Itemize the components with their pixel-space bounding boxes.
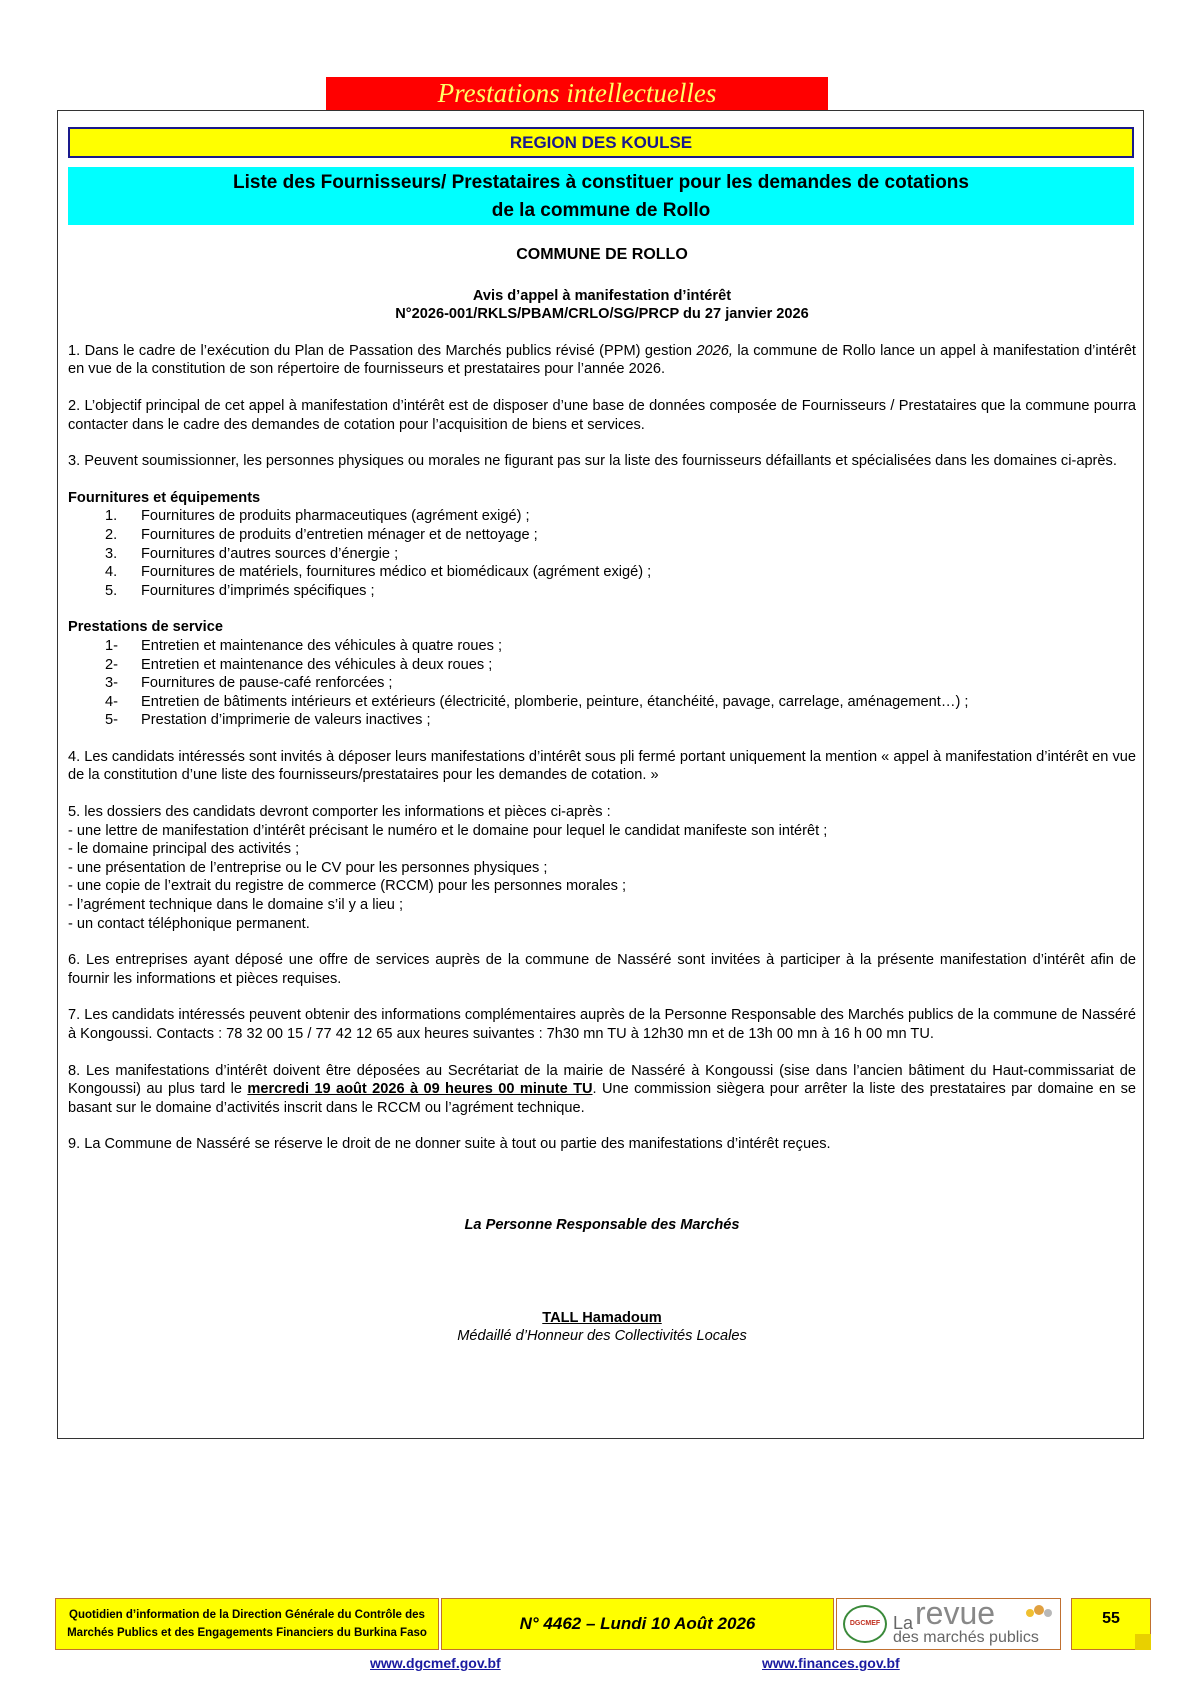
list-item: - une présentation de l’entreprise ou le CV pour les personnes physiques ; [68,859,548,876]
fournitures-list [68,507,1136,600]
notice-body [68,246,1136,1346]
item-text: Fournitures d’imprimés spécifiques ; [141,582,375,599]
footer-issue: N° 4462 – Lundi 10 Août 2026 [441,1598,834,1650]
footer-publisher-line-2: Marchés Publics et des Engagements Financiers du Burkina Faso [67,1627,427,1639]
dgcmef-link[interactable]: www.dgcmef.gov.bf [370,1655,501,1671]
logo-la: La [893,1613,914,1633]
logo-subtitle: des marchés publics [893,1629,1039,1646]
paragraph-7: 7. Les candidats intéressés peuvent obtenir des informations complémentaires auprès de la Personne Responsable des Marchés publics de la commune de Nasséré à Kongoussi. Contacts : 78 32 00 15 / 77 42 12 65 aux heures suivantes : 7h30 mn TU à 12h30 mn et de 13h 00 mn à 16 h 00 mn TU. [68,1007,1136,1042]
item-number: 5. [105,582,118,599]
item-text: Entretien et maintenance des véhicules à quatre roues ; [141,637,503,654]
item-text: Entretien de bâtiments intérieurs et extérieurs (électricité, plomberie, peinture, étanchéité, pavage, carrelage, aménagement…) ; [141,693,969,710]
region-header: REGION DES KOULSE [68,127,1134,158]
signatory-title: La Personne Responsable des Marchés [464,1216,740,1233]
list-item [68,674,1136,693]
paragraph-9: 9. La Commune de Nasséré se réserve le droit de ne donner suite à tout ou partie des manifestations d’intérêt reçues. [68,1136,831,1153]
signatory-distinction: Médaillé d’Honneur des Collectivités Locales [457,1328,747,1345]
avis-title: Avis d’appel à manifestation d’intérêt [472,287,732,304]
item-number: 4- [105,693,118,710]
paragraph-8 [68,1062,1136,1118]
item-number: 3. [105,545,118,562]
list-item [68,637,1136,656]
logo-dots-icon [1025,1603,1053,1621]
fournitures-title: Fournitures et équipements [68,489,261,506]
section-banner: Prestations intellectuelles [326,77,828,110]
paragraph-1-text: 1. Dans le cadre de l’exécution du Plan de Passation des Marchés publics révisé (PPM) gestion [68,342,697,359]
item-text: Fournitures de matériels, fournitures médico et biomédicaux (agrément exigé) ; [141,564,652,581]
item-text: Fournitures de pause-café renforcées ; [141,675,393,692]
paragraph-6: 6. Les entreprises ayant déposé une offre de services auprès de la commune de Nasséré sont invitées à participer à la présente manifestation d’intérêt afin de fournir les informations et pièces requises. [68,952,1136,987]
item-text: Fournitures d’autres sources d’énergie ; [141,545,399,562]
paragraph-8-text-end: . Une commission siègera pour arrêter la liste des prestataires par domaine en se basant sur le domaine d’activités inscrit dans le RCCM ou l’agrément technique. [68,1081,1137,1116]
list-item: - l’agrément technique dans le domaine s’il y a lieu ; [68,897,404,914]
list-item: - une copie de l’extrait du registre de commerce (RCCM) pour les personnes morales ; [68,878,627,895]
revue-logo [836,1595,1061,1650]
item-number: 1. [105,508,118,525]
list-item [68,526,1136,545]
prestations-list [68,637,1136,730]
list-item: - une lettre de manifestation d’intérêt précisant le numéro et le domaine pour lequel le candidat manifeste son intérêt ; [68,822,828,839]
finances-link[interactable]: www.finances.gov.bf [762,1655,900,1671]
signatory-name: TALL Hamadoum [542,1309,662,1326]
list-item [68,656,1136,675]
footer-publisher-line-1: Quotidien d’information de la Direction Générale du Contrôle des [69,1609,425,1621]
paragraph-3: 3. Peuvent soumissionner, les personnes physiques ou morales ne figurant pas sur la liste des fournisseurs défaillants et spécialisées dans les domaines ci-après. [68,453,1117,470]
headline-line-1: Liste des Fournisseurs/ Prestataires à constituer pour les demandes de cotations [233,172,969,193]
paragraph-1-year: 2026, [696,342,733,359]
list-item [68,545,1136,564]
paragraph-8-text: 8. Les manifestations d’intérêt doivent être déposées au Secrétariat de la mairie de Nasséré à Kongoussi (sise dans l’ancien bâtiment du Haut-commissariat de Kongoussi) au plus tard le [68,1062,1136,1098]
dgcmef-seal-icon: DGCMEF [843,1605,887,1643]
item-number: 5- [105,712,118,729]
item-text: Fournitures de produits d’entretien ménager et de nettoyage ; [141,526,538,543]
footer-publisher [55,1598,439,1650]
deadline-date: mercredi 19 août 2026 à 09 heures 00 minute TU [247,1081,593,1098]
list-item [68,693,1136,712]
item-number: 2. [105,526,118,543]
prestations-title: Prestations de service [68,619,223,636]
list-item [68,507,1136,526]
paragraph-1 [68,342,1136,379]
item-number: 2- [105,656,118,673]
item-number: 4. [105,564,118,581]
avis-heading [68,287,1136,324]
list-item [68,563,1136,582]
item-text: Fournitures de produits pharmaceutiques (agrément exigé) ; [141,508,530,525]
logo-revue: revue [915,1595,996,1631]
paragraph-1-text-end: la commune de Rollo lance un appel à manifestation d’intérêt en vue de la constitution de son répertoire de fournisseurs et prestataires pour l’année 2026. [68,342,1136,378]
list-item [68,711,1136,730]
item-number: 1- [105,637,118,654]
list-item: - un contact téléphonique permanent. [68,915,310,932]
paragraph-5-intro: 5. les dossiers des candidats devront comporter les informations et pièces ci-après : [68,804,611,821]
list-item: - le domaine principal des activités ; [68,841,300,858]
paragraph-5 [68,803,1136,933]
paragraph-2: 2. L’objectif principal de cet appel à manifestation d’intérêt est de disposer d’une base de données composée de Fournisseurs / Prestataires que la commune pourra contacter dans le cadre des demandes de cotation pour l’acquisition de biens et services. [68,397,1136,433]
page-number: 55 [1071,1598,1151,1650]
item-text: Entretien et maintenance des véhicules à deux roues ; [141,656,493,673]
page-fold-icon [1135,1634,1151,1650]
notice-headline [68,167,1134,225]
paragraph-4: 4. Les candidats intéressés sont invités à déposer leurs manifestations d’intérêt sous pli fermé portant uniquement la mention « appel à manifestation d’intérêt en vue de la constitution d’une liste des fournisseurs/prestataires pour les demandes de cotation. » [68,748,1136,784]
headline-line-2: de la commune de Rollo [491,200,711,221]
list-item [68,582,1136,601]
commune-title: COMMUNE DE ROLLO [516,246,688,263]
avis-reference: N°2026-001/RKLS/PBAM/CRLO/SG/PRCP du 27 janvier 2026 [395,306,809,323]
item-number: 3- [105,675,118,692]
item-text: Prestation d’imprimerie de valeurs inactives ; [141,712,431,729]
